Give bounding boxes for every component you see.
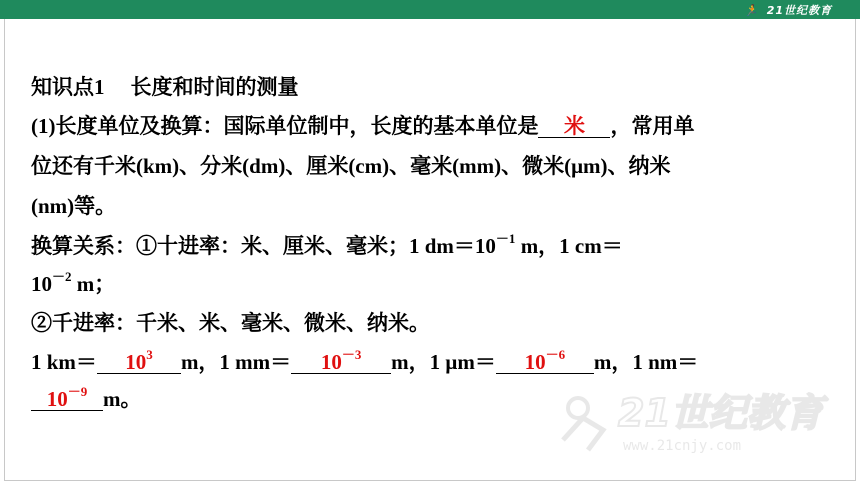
watermark-url: www.21cnjy.com xyxy=(623,438,742,454)
text-segment: 1 km＝ xyxy=(31,350,97,374)
answer-blank-um: $10^{-6}$ xyxy=(496,351,594,374)
paragraph-line-6 xyxy=(31,311,430,335)
paragraph-line-3 xyxy=(31,194,116,218)
paragraph-line-7 xyxy=(31,347,699,374)
text-segment: ②千进率：千米、米、毫米、微米、纳米。 xyxy=(31,311,430,335)
answer-blank-nm: $10^{-9}$ xyxy=(31,388,103,411)
title-prefix: 知识点1 xyxy=(31,75,105,99)
text-segment: m，1 cm＝ xyxy=(515,234,623,258)
title-main: 长度和时间的测量 xyxy=(130,75,299,99)
runner-icon: 🏃 xyxy=(744,4,759,17)
text-segment: ，常用单 xyxy=(610,114,695,138)
brand-logo xyxy=(744,2,832,18)
paragraph-line-2 xyxy=(31,154,670,178)
text-segment: m，1 nm＝ xyxy=(593,350,699,374)
text-segment: m，1 μm＝ xyxy=(391,350,496,374)
text-segment: m，1 mm＝ xyxy=(180,350,292,374)
section-title xyxy=(31,75,299,99)
answer-blank-mm: $10^{-3}$ xyxy=(291,351,391,374)
paragraph-line-4 xyxy=(31,231,623,258)
paragraph-line-1 xyxy=(31,114,694,138)
watermark-logo xyxy=(548,380,838,460)
paragraph-line-5 xyxy=(31,269,116,296)
paragraph-line-8 xyxy=(31,384,142,411)
text-segment: 10 xyxy=(31,272,52,296)
text-segment: (1)长度单位及换算：国际单位制中，长度的基本单位是 xyxy=(31,114,539,138)
exponent: －2 xyxy=(52,269,72,284)
text-segment: 位还有千米(km)、分米(dm)、厘米(cm)、毫米(mm)、微米(μm)、纳米 xyxy=(31,154,671,178)
answer-blank-km: $10^3$ xyxy=(97,351,181,374)
exponent: －1 xyxy=(495,231,516,246)
text-segment: m； xyxy=(71,272,116,296)
text-segment: (nm)等。 xyxy=(31,194,117,218)
brand-text: 21世纪教育 xyxy=(766,4,832,17)
text-segment: 换算关系：①十进率：米、厘米、毫米；1 dm＝10 xyxy=(31,234,496,258)
answer-blank-base-unit: 米 xyxy=(538,115,610,138)
text-segment: m。 xyxy=(103,387,142,411)
top-bar xyxy=(0,0,860,19)
watermark-text: 21世纪教育 xyxy=(618,391,823,435)
